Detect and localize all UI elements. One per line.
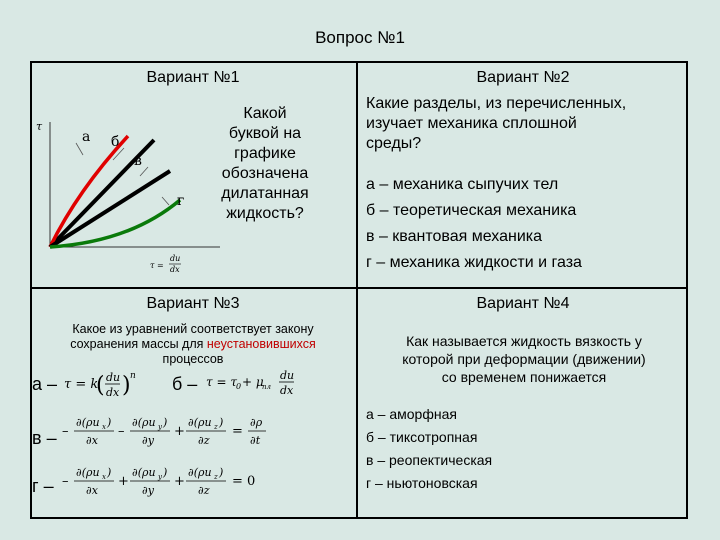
svg-text:+: + <box>174 474 185 489</box>
variant-1-question <box>200 104 330 224</box>
v3-option-a-label[interactable]: а – <box>32 374 58 394</box>
variant-4-header: Вариант №4 <box>476 295 570 312</box>
v2-question-line: Какие разделы, из перечисленных, <box>366 95 627 112</box>
v4-question-line: которой при деформации (движении) <box>402 351 646 367</box>
v1-question-line: буквой на <box>228 125 302 142</box>
v2-question-line: изучает механика сплошной <box>366 115 577 132</box>
v1-question-line: дилатанная <box>221 185 309 202</box>
svg-text:): ) <box>163 416 168 429</box>
svg-text:z: z <box>214 423 218 431</box>
variant-4-answers <box>366 403 686 495</box>
svg-text:): ) <box>107 466 112 479</box>
svg-text:=: = <box>232 424 243 439</box>
v4-question-line: со временем понижается <box>441 369 607 385</box>
svg-text:du: du <box>106 371 121 384</box>
answer-option[interactable]: а – аморфная <box>366 406 457 422</box>
v3-equation-d <box>62 460 278 500</box>
variant-4-question <box>362 332 686 386</box>
svg-text:∂ρ: ∂ρ <box>250 416 263 429</box>
svg-text:): ) <box>219 466 224 479</box>
svg-text:x: x <box>102 473 106 481</box>
v3-question-line <box>36 337 350 352</box>
svg-text:∂y: ∂y <box>142 434 154 447</box>
answer-option[interactable]: б – тиксотропная <box>366 429 478 445</box>
grid-horizontal-divider <box>30 287 688 289</box>
svg-text:∂z: ∂z <box>198 434 210 447</box>
svg-text:∂(ρu: ∂(ρu <box>188 466 212 479</box>
curve-label-a: а <box>82 129 91 145</box>
svg-text:∂x: ∂x <box>86 484 98 497</box>
v3-equation-a <box>62 366 162 402</box>
svg-text:∂(ρu: ∂(ρu <box>188 416 212 429</box>
svg-text:(: ( <box>96 373 105 398</box>
v3-option-d-label[interactable]: г – <box>32 476 54 496</box>
v3-question-text: сохранения массы для <box>70 337 204 351</box>
answer-option[interactable]: г – ньютоновская <box>366 475 478 491</box>
v1-question-line: графике <box>234 145 296 162</box>
svg-text:+ μ: + μ <box>242 375 264 389</box>
svg-text:): ) <box>163 466 168 479</box>
answer-option[interactable]: в – реопектическая <box>366 452 493 468</box>
svg-text:∂y: ∂y <box>142 484 154 497</box>
graph-x-label <box>150 254 181 274</box>
variant-3-header: Вариант №3 <box>146 295 240 312</box>
svg-text:y: y <box>158 473 162 481</box>
curve-b <box>50 136 128 247</box>
svg-text:∂(ρu: ∂(ρu <box>76 466 100 479</box>
svg-text:0: 0 <box>236 382 242 391</box>
svg-text:∂x: ∂x <box>86 434 98 447</box>
svg-text:–: – <box>118 424 125 439</box>
svg-text:z: z <box>214 473 218 481</box>
v3-question-line: Какое из уравнений соответствует закону <box>72 322 314 336</box>
svg-text:= 0: = 0 <box>232 474 256 489</box>
variant-2-header: Вариант №2 <box>476 69 570 86</box>
v3-question-line: процессов <box>162 352 224 366</box>
v4-question-line: Как называется жидкость вязкость у <box>406 333 642 349</box>
svg-text:y: y <box>158 423 162 431</box>
svg-text:x: x <box>102 423 106 431</box>
v3-equation-b <box>204 364 304 400</box>
v1-question-line: обозначена <box>221 165 309 182</box>
svg-text:∂(ρu: ∂(ρu <box>132 416 156 429</box>
svg-text:τ = k: τ = k <box>64 377 99 392</box>
svg-text:∂t: ∂t <box>250 434 261 447</box>
answer-option[interactable]: а – механика сыпучих тел <box>366 176 559 193</box>
svg-text:∂z: ∂z <box>198 484 210 497</box>
variant-3-question <box>36 322 350 367</box>
curve-label-d: г <box>177 193 185 209</box>
variant-2-question <box>366 94 686 154</box>
grid-vertical-divider <box>356 61 358 519</box>
v3-option-b-label[interactable]: б – <box>172 374 198 394</box>
svg-text:du: du <box>280 369 295 382</box>
svg-text:+: + <box>174 424 185 439</box>
v1-question-line: Какой <box>243 105 287 122</box>
answer-option[interactable]: г – механика жидкости и газа <box>366 254 582 271</box>
svg-text:+: + <box>118 474 129 489</box>
v3-question-highlight: неустановившихся <box>206 337 316 351</box>
svg-text:du: du <box>170 254 181 263</box>
svg-text:): ) <box>107 416 112 429</box>
slide-title: Вопрос №1 <box>315 28 405 47</box>
answer-option[interactable]: в – квантовая механика <box>366 228 543 245</box>
svg-text:∂(ρu: ∂(ρu <box>132 466 156 479</box>
svg-text:τ =: τ = <box>150 261 164 270</box>
svg-text:dx: dx <box>170 265 180 274</box>
variant-2-answers <box>366 172 686 276</box>
svg-text:пл: пл <box>262 383 271 391</box>
svg-text:): ) <box>122 373 131 398</box>
graph-y-label: τ <box>36 120 43 133</box>
v3-equation-c <box>62 410 278 450</box>
svg-text:n: n <box>130 371 136 381</box>
svg-text:–: – <box>62 424 69 439</box>
svg-text:τ = τ: τ = τ <box>206 375 237 389</box>
v2-question-line: среды? <box>366 135 422 152</box>
svg-text:∂(ρu: ∂(ρu <box>76 416 100 429</box>
answer-option[interactable]: б – теоретическая механика <box>366 202 577 219</box>
svg-text:dx: dx <box>106 386 120 399</box>
curve-label-b: б <box>111 134 120 150</box>
v3-option-c-label[interactable]: в – <box>32 428 57 448</box>
svg-text:dx: dx <box>280 384 294 397</box>
svg-text:–: – <box>62 474 69 489</box>
variant-1-header: Вариант №1 <box>146 69 240 86</box>
v1-question-line: жидкость? <box>226 205 304 222</box>
svg-text:): ) <box>219 416 224 429</box>
curve-label-c: в <box>134 153 142 169</box>
